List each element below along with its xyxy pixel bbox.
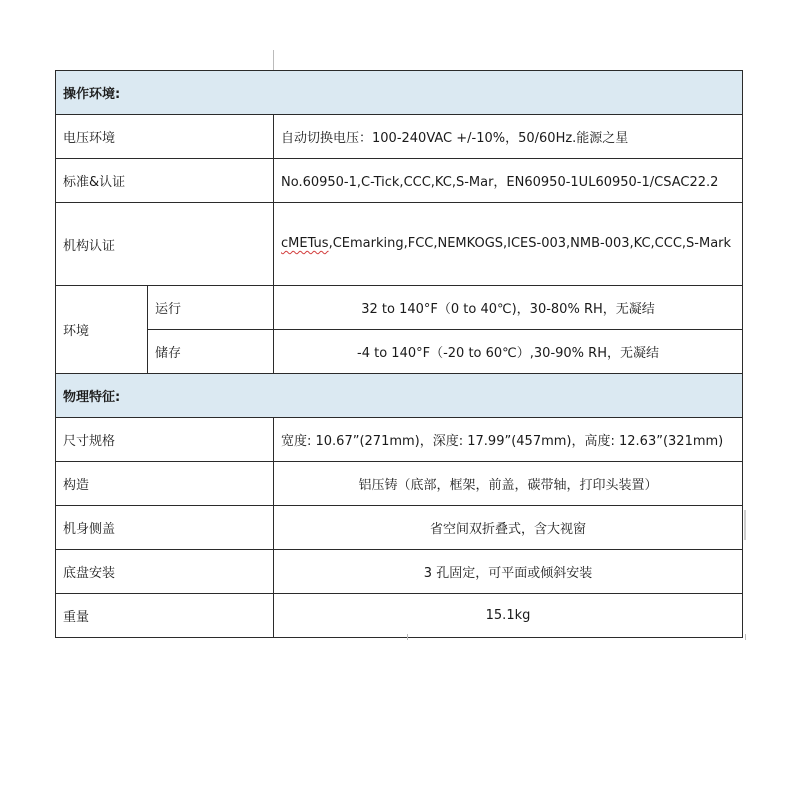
table-row [56,115,743,159]
table-row [56,506,743,550]
table-row [56,462,743,506]
row-value: 宽度: 10.67”(271mm)，深度: 17.99”(457mm)，高度: 12.63”(321mm) [274,418,743,462]
spellcheck-underlined-text: cMETus [281,236,329,251]
sub-label: 运行 [148,286,274,330]
row-label: 机构认证 [56,203,274,286]
row-label: 机身侧盖 [56,506,274,550]
row-label: 环境 [56,286,148,374]
row-label: 电压环境 [56,115,274,159]
row-label: 构造 [56,462,274,506]
table-row [56,286,743,330]
row-value: -4 to 140°F（-20 to 60℃）,30-90% RH，无凝结 [274,330,743,374]
table-row [56,418,743,462]
table-row [56,594,743,638]
row-value: 自动切换电压：100-240VAC +/-10%，50/60Hz.能源之星 [274,115,743,159]
table-row [56,203,743,286]
row-value: 铝压铸（底部，框架，前盖，碳带轴，打印头装置） [274,462,743,506]
row-label: 底盘安装 [56,550,274,594]
table-row [56,550,743,594]
table-row [56,159,743,203]
table-edge-stub [407,634,408,640]
row-value: 省空间双折叠式，含大视窗 [274,506,743,550]
spec-table [55,70,743,638]
row-label: 标准&认证 [56,159,274,203]
section-title: 操作环境: [56,71,743,115]
row-value: 32 to 140°F（0 to 40℃)，30-80% RH，无凝结 [274,286,743,330]
row-value: 15.1kg [274,594,743,638]
table-top-divider-stub [273,50,274,70]
table-edge-stub [744,510,746,540]
table-row [56,330,743,374]
row-label: 尺寸规格 [56,418,274,462]
row-value [274,203,743,286]
sub-label: 储存 [148,330,274,374]
section-header-operating [56,71,743,115]
table-edge-stub [745,634,746,640]
row-value: 3 孔固定，可平面或倾斜安装 [274,550,743,594]
row-value-rest: ,CEmarking,FCC,NEMKOGS,ICES-003,NMB-003,KC,CCC,S-Mark [328,236,732,251]
row-label: 重量 [56,594,274,638]
section-title: 物理特征: [56,374,743,418]
section-header-physical [56,374,743,418]
row-value: No.60950-1,C-Tick,CCC,KC,S-Mar，EN60950-1UL60950-1/CSAC22.2 [274,159,743,203]
